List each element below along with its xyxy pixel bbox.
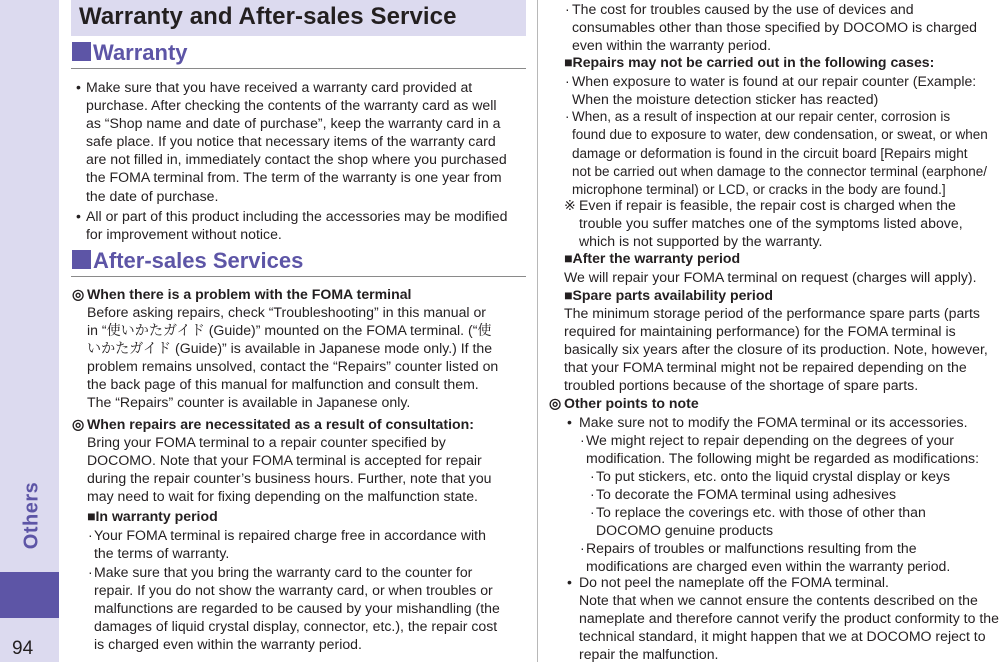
in-warranty-heading: ■In warranty period: [87, 508, 218, 524]
list-dash: ·: [88, 564, 93, 580]
list-dash: ·: [565, 1, 570, 17]
bullet-dot: •: [76, 208, 81, 224]
mod-item-3: To replace the coverings etc. with those of other than DOCOMO genuine products: [596, 504, 926, 539]
problem-title: When there is a problem with the FOMA terminal: [87, 286, 412, 302]
bullet-dot: •: [76, 79, 81, 95]
list-dash: ·: [590, 468, 595, 484]
list-dash: ·: [580, 540, 585, 556]
problem-text: Before asking repairs, check “Troubleshooting” in this manual or in “使いかたガイド (Guide)” mounted on the FOMA terminal. (“使 いかたガイド (Guide)” is available in Japanese mode only.) If the problem remains unsolved, contact the “Repairs” counter listed on the back page of this manual for malfunction and consult them. The “Repairs” counter is available in Japanese only.: [87, 304, 499, 411]
after-sales-heading: After-sales Services: [72, 248, 303, 274]
consult-text: Bring your FOMA terminal to a repair counter specified by DOCOMO. Note that your FOMA terminal is accepted for repair during the repair counter’s business hours. Further, note that you may need to wait for fixing depending on the malfunction state.: [87, 434, 492, 505]
not-repaired-item-1: When exposure to water is found at our repair counter (Example: When the moisture detection sticker has reacted): [572, 73, 977, 108]
circle-marker-icon: ◎: [549, 395, 562, 411]
after-period-heading: ■After the warranty period: [564, 250, 741, 266]
warranty-bullet-2: All or part of this product including the accessories may be modified for improvement without notice.: [86, 208, 508, 243]
warranty-heading: Warranty: [72, 40, 188, 66]
list-dash: ·: [580, 432, 585, 448]
other-points-title: Other points to note: [564, 395, 699, 411]
list-dash: ·: [565, 73, 570, 89]
square-bullet-icon: [72, 42, 91, 61]
not-repaired-note: Even if repair is feasible, the repair cost is charged when the trouble you suffer matches one of the symptoms listed above, which is not supported by the warranty.: [579, 197, 963, 250]
not-repaired-heading: ■Repairs may not be carried out in the following cases:: [564, 54, 935, 70]
list-dash: ·: [88, 527, 93, 543]
charged-text: Repairs of troubles or malfunctions resulting from the modifications are charged even within the warranty period.: [586, 540, 951, 575]
square-bullet-icon: [72, 250, 91, 269]
heading-rule: [71, 68, 526, 69]
page-number: 94: [12, 638, 34, 659]
circle-marker-icon: ◎: [72, 286, 85, 302]
list-dash: ·: [590, 504, 595, 520]
circle-marker-icon: ◎: [72, 416, 85, 432]
in-warranty-item-3: The cost for troubles caused by the use of devices and consumables other than those specified by DOCOMO is charged even within the warranty period.: [572, 1, 978, 54]
mod-item-2: To decorate the FOMA terminal using adhesives: [596, 486, 897, 502]
column-divider: [537, 0, 538, 662]
other-bullet-2: Do not peel the nameplate off the FOMA terminal. Note that when we cannot ensure the contents described on the nameplate and therefore cannot verify the product conformity to the technical standard, it might happen that we at DOCOMO reject to repair the malfunction.: [579, 574, 999, 662]
consult-title: When repairs are necessitated as a result of consultation:: [87, 416, 474, 432]
list-dash: ·: [565, 109, 570, 124]
after-period-text: We will repair your FOMA terminal on request (charges will apply).: [564, 269, 977, 285]
page-title: Warranty and After-sales Service: [71, 0, 526, 36]
other-bullet-1: Make sure not to modify the FOMA terminal or its accessories.: [579, 414, 968, 430]
in-warranty-item-1: Your FOMA terminal is repaired charge free in accordance with the terms of warranty.: [94, 527, 486, 562]
spare-parts-text: The minimum storage period of the performance spare parts (parts required for maintaining performance) for the FOMA terminal is basically six years after the closure of its production. Note, however, that your FOMA terminal might not be repaired depending on the troubled portions because of the shortage of spare parts.: [564, 305, 988, 394]
spare-parts-heading: ■Spare parts availability period: [564, 287, 774, 303]
reference-mark-icon: ※: [564, 197, 576, 213]
reject-text: We might reject to repair depending on the degrees of your modification. The following might be regarded as modifications:: [586, 432, 980, 467]
heading-rule: [71, 276, 526, 277]
in-warranty-item-2: Make sure that you bring the warranty card to the counter for repair. If you do not show the warranty card, or when troubles or malfunctions are regarded to be caused by your mishandling (the damages of liquid crystal display, connector, etc.), the repair cost is charged even within the warranty period.: [94, 564, 500, 653]
warranty-bullet-1: Make sure that you have received a warranty card provided at purchase. After checking the contents of the warranty card as well as “Shop name and date of purchase”, keep the warranty card in a safe place. If you notice that necessary items of the warranty card are not filled in, immediately contact the shop where you purchased the FOMA terminal from. The term of the warranty is one year from the date of purchase.: [86, 79, 507, 204]
bullet-dot: •: [567, 414, 572, 430]
section-tab-others: Others: [20, 481, 43, 550]
section-tab-marker: [0, 572, 59, 618]
bullet-dot: •: [567, 574, 572, 590]
not-repaired-item-2: When, as a result of inspection at our repair center, corrosion is found due to exposure to water, dew condensation, or sweat, or when damage or deformation is found in the circuit board [Repairs might not be carried out when damage to the connector terminal (earphone/ microphone terminal) or LCD, or cracks in the body are found.]: [572, 109, 988, 198]
list-dash: ·: [590, 486, 595, 502]
mod-item-1: To put stickers, etc. onto the liquid crystal display or keys: [596, 468, 951, 484]
